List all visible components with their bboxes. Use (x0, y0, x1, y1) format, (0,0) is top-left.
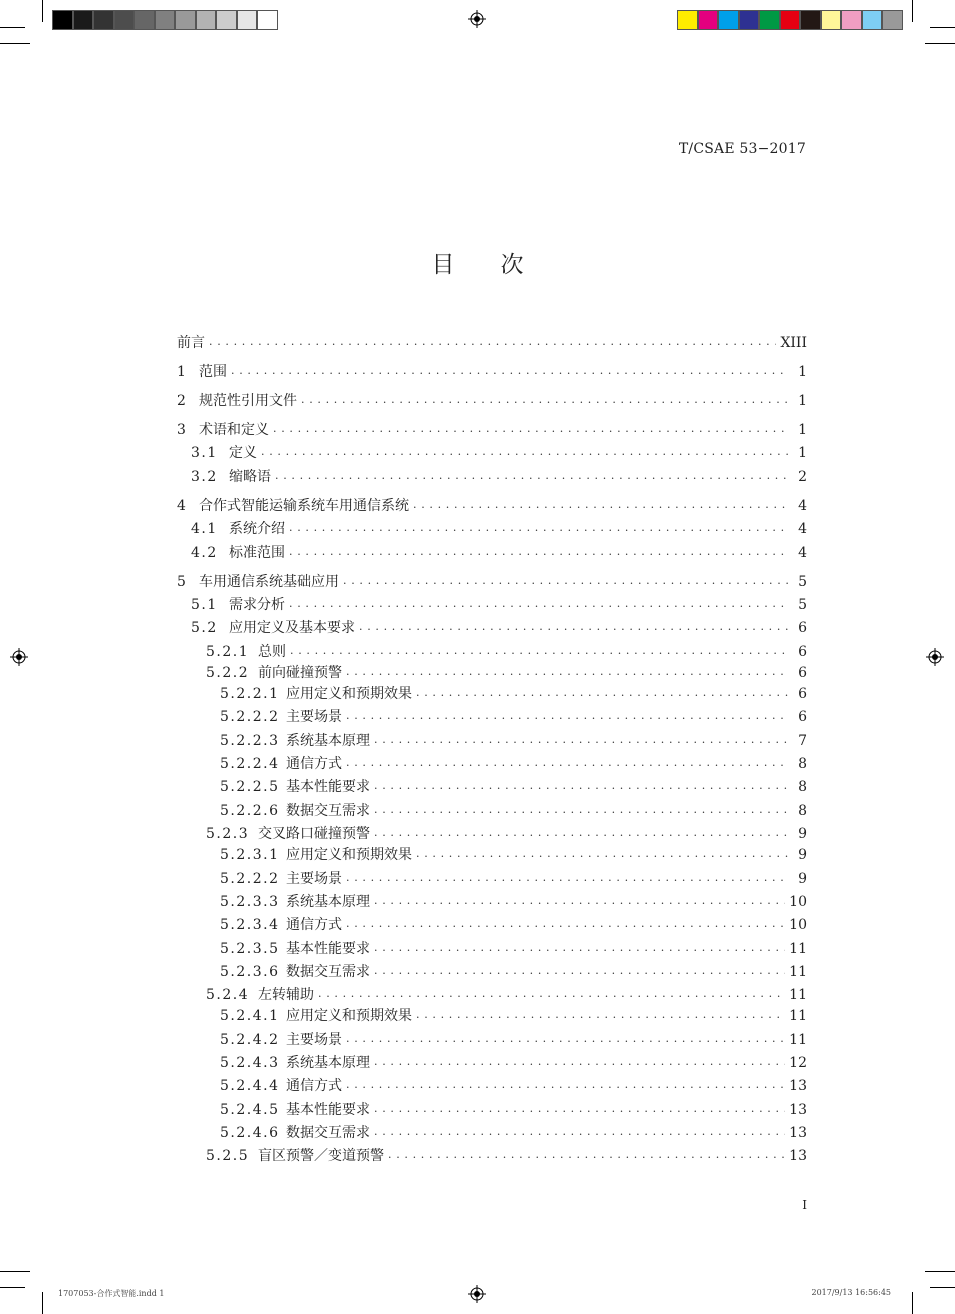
toc-leader-dots (275, 468, 789, 486)
toc-entry[interactable] (220, 685, 807, 703)
toc-entry-title: 缩略语 (229, 469, 271, 485)
toc-entry-title: 基本性能要求 (286, 1102, 370, 1118)
toc-leader-dots (413, 497, 789, 515)
toc-entry[interactable] (191, 444, 807, 462)
toc-entry[interactable] (191, 520, 807, 538)
toc-entry[interactable] (177, 392, 807, 410)
toc-entry-title: 应用定义及基本要求 (229, 620, 355, 636)
toc-entry-title: 需求分析 (229, 597, 285, 613)
page-number: I (802, 1198, 807, 1212)
toc-entry-page: 6 (798, 644, 807, 660)
toc-entry-page: 8 (798, 803, 807, 819)
toc-entry-page: 9 (798, 826, 807, 842)
toc-entry-number: 5.2.2 (206, 665, 250, 681)
toc-entry[interactable] (206, 664, 807, 682)
toc-entry-number: 5.2.1 (206, 644, 250, 660)
toc-entry[interactable] (220, 1124, 807, 1142)
toc-entry-title: 交叉路口碰撞预警 (258, 826, 370, 842)
toc-entry[interactable] (220, 708, 807, 726)
toc-entry[interactable] (177, 497, 807, 515)
toc-entry-page: 6 (798, 620, 807, 636)
toc-entry[interactable] (220, 1007, 807, 1025)
toc-entry-page: 4 (798, 521, 807, 537)
toc-leader-dots (261, 444, 789, 462)
toc-entry-number: 5.2.4 (206, 987, 250, 1003)
toc-entry-page: 6 (798, 665, 807, 681)
toc-entry[interactable] (220, 846, 807, 864)
toc-entry-page: 6 (798, 709, 807, 725)
toc-entry-number: 5.2.3.6 (220, 964, 280, 980)
toc-entry-number: 2 (177, 393, 188, 409)
toc-entry-page: 11 (789, 987, 807, 1003)
toc-entry-number: 5.2.4.5 (220, 1102, 280, 1118)
toc-entry-title: 前言 (177, 335, 205, 351)
toc-leader-dots (343, 573, 789, 591)
toc-entry[interactable] (206, 1147, 807, 1165)
toc-entry[interactable] (206, 986, 807, 1004)
toc-entry-number: 5.2.2.3 (220, 733, 280, 749)
toc-entry-page: 6 (798, 686, 807, 702)
toc-entry-page: 10 (789, 917, 807, 933)
toc-entry[interactable] (220, 1077, 807, 1095)
toc-leader-dots (346, 916, 785, 934)
toc-leader-dots (374, 893, 785, 911)
toc-entry-number: 5.1 (191, 597, 218, 613)
print-slug-date: 2017/9/13 16:56:45 (811, 1288, 891, 1297)
toc-entry-page: 1 (798, 364, 807, 380)
toc-entry-page: 7 (798, 733, 807, 749)
toc-entry-title: 基本性能要求 (286, 779, 370, 795)
toc-entry-page: 10 (789, 894, 807, 910)
toc-entry[interactable] (220, 778, 807, 796)
toc-entry-title: 车用通信系统基础应用 (199, 574, 339, 590)
toc-leader-dots (374, 1054, 785, 1072)
toc-entry[interactable] (220, 732, 807, 750)
toc-entry-title: 主要场景 (286, 871, 342, 887)
toc-leader-dots (209, 334, 776, 352)
toc-entry-title: 主要场景 (286, 709, 342, 725)
toc-entry-title: 系统基本原理 (286, 733, 370, 749)
toc-entry[interactable] (191, 596, 807, 614)
toc-entry[interactable] (220, 963, 807, 981)
toc-leader-dots (374, 963, 785, 981)
toc-leader-dots (289, 520, 789, 538)
toc-entry-number: 5.2.3 (206, 826, 250, 842)
toc-entry-title: 盲区预警／变道预警 (258, 1148, 384, 1164)
toc-entry[interactable] (220, 1054, 807, 1072)
toc-entry[interactable] (220, 755, 807, 773)
toc-entry-number: 5.2.4.6 (220, 1125, 280, 1141)
toc-entry[interactable] (191, 544, 807, 562)
toc-entry-page: 8 (798, 779, 807, 795)
toc-entry-title: 通信方式 (286, 1078, 342, 1094)
toc-entry-number: 5.2.5 (206, 1148, 250, 1164)
toc-entry-title: 标准范围 (229, 545, 285, 561)
toc-entry-title: 通信方式 (286, 917, 342, 933)
toc-leader-dots (346, 708, 789, 726)
toc-entry-page: 1 (798, 445, 807, 461)
toc-entry[interactable] (220, 916, 807, 934)
toc-entry-number: 5.2.3.1 (220, 847, 280, 863)
toc-entry-number: 3.1 (191, 445, 218, 461)
toc-leader-dots (374, 825, 789, 843)
toc-leader-dots (374, 778, 789, 796)
toc-leader-dots (388, 1147, 785, 1165)
toc-entry-number: 5 (177, 574, 188, 590)
toc-leader-dots (374, 1124, 785, 1142)
toc-entry-page: 4 (798, 498, 807, 514)
toc-entry[interactable] (177, 334, 807, 352)
toc-entry-page: 9 (798, 871, 807, 887)
toc-entry[interactable] (220, 940, 807, 958)
toc-entry-page: 11 (789, 964, 807, 980)
toc-entry-title: 系统基本原理 (286, 894, 370, 910)
toc-entry-title: 系统基本原理 (286, 1055, 370, 1071)
toc-entry[interactable] (191, 468, 807, 486)
toc-leader-dots (359, 619, 789, 637)
toc-entry-page: 4 (798, 545, 807, 561)
toc-leader-dots (231, 363, 789, 381)
toc-leader-dots (374, 802, 789, 820)
toc-entry-page: 8 (798, 756, 807, 772)
toc-entry-title: 应用定义和预期效果 (286, 847, 412, 863)
toc-leader-dots (346, 870, 789, 888)
toc-leader-dots (273, 421, 789, 439)
toc-entry[interactable] (177, 421, 807, 439)
toc-entry-number: 5.2.2.1 (220, 686, 280, 702)
toc-entry-number: 5.2.3.3 (220, 894, 280, 910)
toc-leader-dots (374, 732, 789, 750)
toc-entry[interactable] (177, 573, 807, 591)
toc-entry-number: 4.1 (191, 521, 218, 537)
toc-leader-dots (346, 755, 789, 773)
toc-entry[interactable] (191, 619, 807, 637)
toc-entry-title: 主要场景 (286, 1032, 342, 1048)
toc-entry-page: 1 (798, 393, 807, 409)
toc-leader-dots (346, 1077, 785, 1095)
toc-entry-title: 数据交互需求 (286, 964, 370, 980)
toc-entry-number: 5.2.3.4 (220, 917, 280, 933)
toc-leader-dots (374, 1101, 785, 1119)
toc-entry[interactable] (220, 1101, 807, 1119)
toc-entry-number: 5.2.3.5 (220, 941, 280, 957)
toc-entry-title: 通信方式 (286, 756, 342, 772)
toc-entry-number: 5.2.2.5 (220, 779, 280, 795)
toc-entry[interactable] (220, 870, 807, 888)
toc-entry-page: 11 (789, 1008, 807, 1024)
toc-entry-number: 5.2.4.1 (220, 1008, 280, 1024)
toc-leader-dots (416, 685, 789, 703)
toc-entry-page: 5 (798, 574, 807, 590)
toc-entry-number: 1 (177, 364, 188, 380)
page-title: 目次 (431, 252, 570, 278)
toc-entry-number: 5.2 (191, 620, 218, 636)
toc-entry-number: 5.2.4.2 (220, 1032, 280, 1048)
toc-entry[interactable] (177, 363, 807, 381)
toc-entry-title: 合作式智能运输系统车用通信系统 (199, 498, 409, 514)
toc-entry-title: 左转辅助 (258, 987, 314, 1003)
toc-leader-dots (374, 940, 785, 958)
toc-entry[interactable] (206, 825, 807, 843)
toc-entry-number: 5.2.2.4 (220, 756, 280, 772)
toc-entry-number: 5.2.2.6 (220, 803, 280, 819)
toc-entry-number: 4 (177, 498, 188, 514)
toc-entry[interactable] (220, 1031, 807, 1049)
toc-entry-page: 13 (789, 1078, 807, 1094)
toc-entry[interactable] (220, 802, 807, 820)
toc-entry-title: 应用定义和预期效果 (286, 1008, 412, 1024)
toc-entry-number: 3.2 (191, 469, 218, 485)
print-slug-file: 1707053-合作式智能.indd 1 (58, 1289, 165, 1298)
toc-entry-title: 基本性能要求 (286, 941, 370, 957)
toc-entry-page: 1 (798, 422, 807, 438)
toc-entry-title: 系统介绍 (229, 521, 285, 537)
toc-entry-number: 3 (177, 422, 188, 438)
toc-leader-dots (289, 596, 789, 614)
toc-entry-number: 4.2 (191, 545, 218, 561)
toc-entry-title: 数据交互需求 (286, 803, 370, 819)
toc-entry-number: 5.2.4.3 (220, 1055, 280, 1071)
toc-entry-title: 总则 (258, 644, 286, 660)
toc-entry-page: 2 (798, 469, 807, 485)
toc-entry-number: 5.2.2.2 (220, 709, 280, 725)
toc-entry-number: 5.2.4.4 (220, 1078, 280, 1094)
toc-entry-page: 11 (789, 941, 807, 957)
toc-entry-title: 应用定义和预期效果 (286, 686, 412, 702)
toc-entry-page: 5 (798, 597, 807, 613)
toc-leader-dots (416, 1007, 785, 1025)
toc-leader-dots (346, 664, 789, 682)
toc-entry-title: 范围 (199, 364, 227, 380)
toc-entry-page: 9 (798, 847, 807, 863)
toc-leader-dots (416, 846, 789, 864)
toc-entry-title: 规范性引用文件 (199, 393, 297, 409)
toc-entry-page: 11 (789, 1032, 807, 1048)
toc-leader-dots (346, 1031, 785, 1049)
toc-leader-dots (289, 544, 789, 562)
toc-entry-page: 13 (789, 1125, 807, 1141)
toc-entry-page: XIII (780, 335, 807, 351)
toc-leader-dots (290, 643, 789, 661)
toc-entry-page: 13 (789, 1148, 807, 1164)
toc-entry-page: 13 (789, 1102, 807, 1118)
toc-leader-dots (318, 986, 785, 1004)
toc-entry-title: 前向碰撞预警 (258, 665, 342, 681)
toc-leader-dots (301, 392, 789, 410)
toc-entry-title: 定义 (229, 445, 257, 461)
toc-entry-page: 12 (789, 1055, 807, 1071)
toc-entry[interactable] (206, 643, 807, 661)
toc-entry-title: 术语和定义 (199, 422, 269, 438)
toc-entry-number: 5.2.2.2 (220, 871, 280, 887)
document-code: T/CSAE 53−2017 (678, 141, 806, 157)
toc-entry-title: 数据交互需求 (286, 1125, 370, 1141)
toc-entry[interactable] (220, 893, 807, 911)
